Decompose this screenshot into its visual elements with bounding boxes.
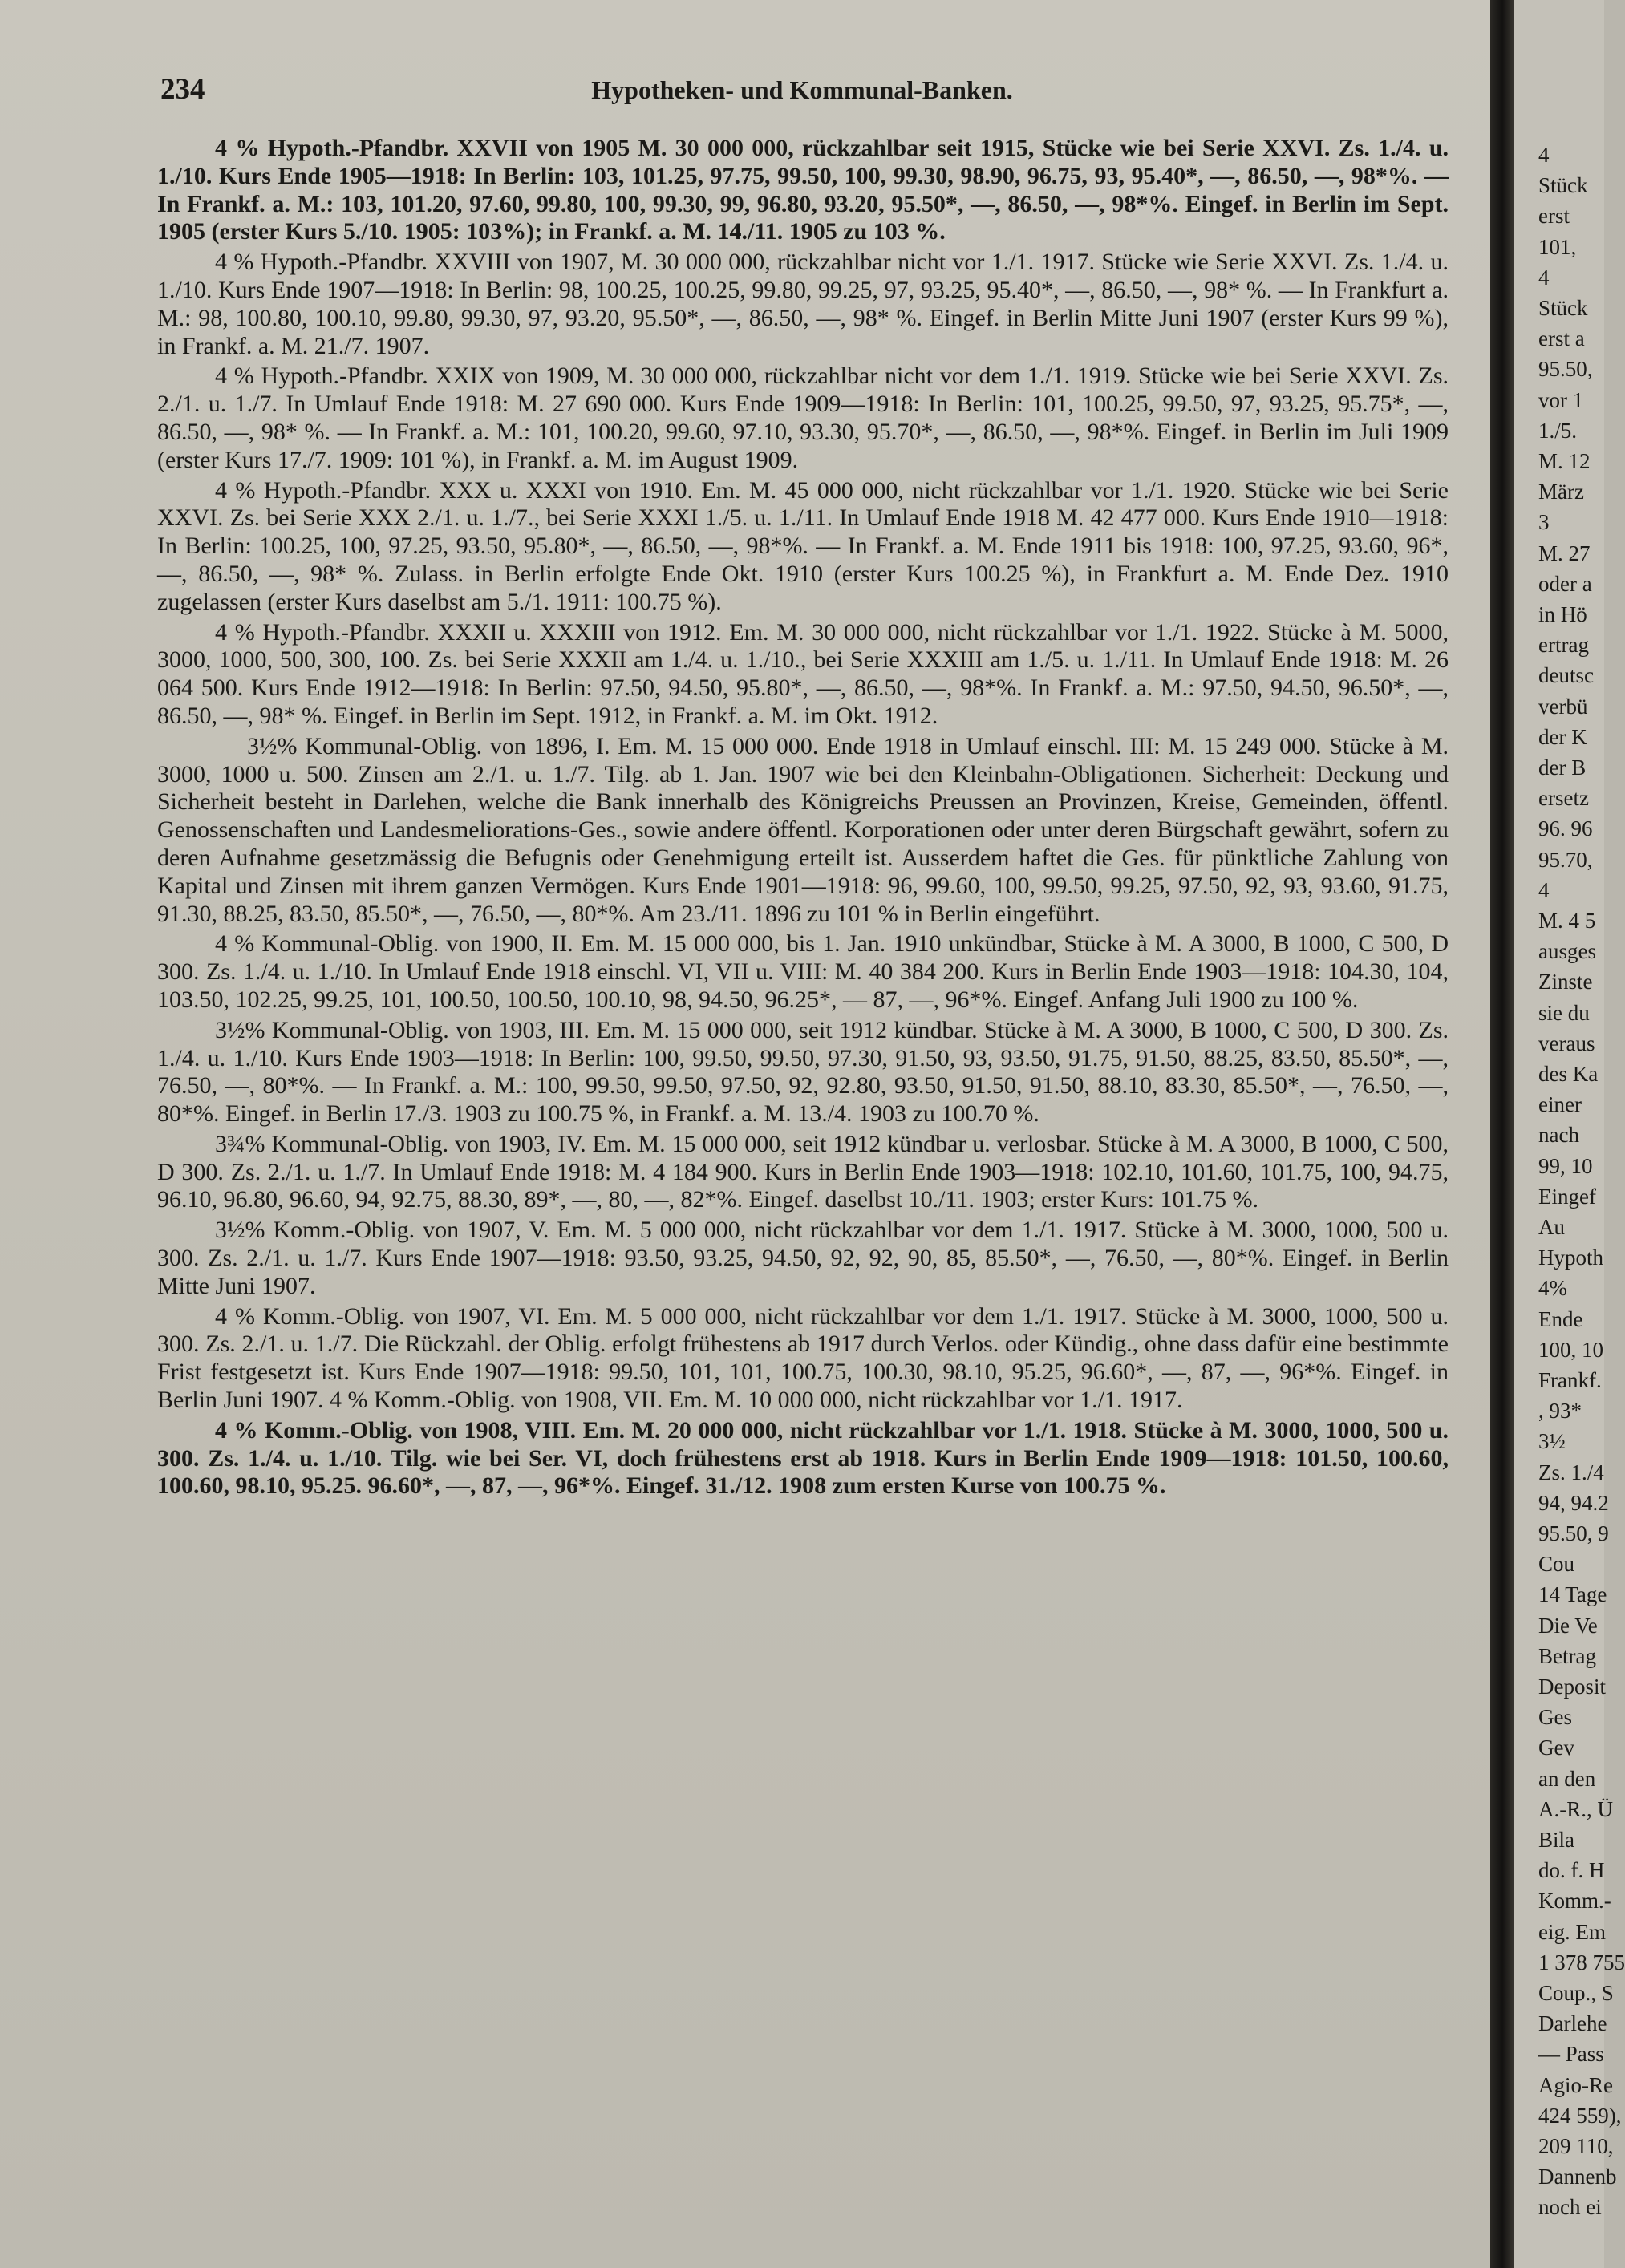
adjacent-page-fragment: Darlehe	[1538, 2011, 1607, 2036]
adjacent-page-fragment: 14 Tage	[1538, 1582, 1607, 1607]
adjacent-page-fragment: sie du	[1538, 1000, 1590, 1025]
adjacent-page-fragment: deutsc	[1538, 663, 1594, 688]
adjacent-page-fragment: der K	[1538, 724, 1587, 749]
adjacent-page-fragment: Frankf.	[1538, 1368, 1602, 1392]
adjacent-page-fragment: des Ka	[1538, 1062, 1599, 1086]
adjacent-page-fragment: ertrag	[1538, 633, 1589, 658]
adjacent-page-fragment: Gev	[1538, 1735, 1574, 1760]
entry-komm-1907-v: 3½% Komm.-Oblig. von 1907, V. Em. M. 5 000 000, nicht rückzahlbar vor dem 1./1. 1917. Stücke à M. 3000, 1000, 500 u. 300. Zs. 2./1. u. 1./7. Kurs Ende 1907—1918: 93.50, 93.25, 94.50, 92, 92, 90, 85, 85.50*, —, 76.50, —, 80*%. Eingef. in Berlin Mitte Juni 1907.	[157, 1217, 1449, 1299]
adjacent-page-fragment: Cou	[1538, 1552, 1575, 1577]
entry-pfandbr-xxix: 4 % Hypoth.-Pfandbr. XXIX von 1909, M. 30 000 000, rückzahlbar nicht vor dem 1./1. 1919. Stücke wie bei Serie XXVI. Zs. 2./1. u. 1./7. In Umlauf Ende 1918: M. 27 690 000. Kurs Ende 1909—1918: In Berlin: 101, 100.25, 99.50, 97, 93.25, 95.75*, —, 86.50, —, 98* %. — In Frankf. a. M.: 101, 100.20, 99.60, 97.10, 93.30, 95.70*, —, 86.50, —, 98*%. Eingef. in Berlin im Juli 1909 (erster Kurs 17./7. 1909: 101 %), in Frankf. a. M. im August 1909.	[157, 362, 1449, 473]
adjacent-page-fragment: 95.50,	[1538, 357, 1593, 382]
entry-kommunal-1896: 3½% Kommunal-Oblig. von 1896, I. Em. M. 15 000 000. Ende 1918 in Umlauf einschl. III: M. 15 249 000. Stücke à M. 3000, 1000 u. 500. Zinsen am 2./1. u. 1./7. Tilg. ab 1. Jan. 1907 wie bei den Kleinbahn-Obligationen. Sicherheit: Deckung und Sicherheit besteht in Darlehen, welche die Bank innerhalb des Königreichs Preussen an Provinzen, Kreise, Gemeinden, öffentl. Genossenschaften und Landesmeliorations-Ges., sowie andere öffentl. Korporationen oder unter deren Bürgschaft gewährt, sofern zu deren Aufnahme gesetzmässig die Befugnis oder Genehmigung erteilt ist. Ausserdem haftet die Ges. für pünktliche Zahlung von Kapital und Zinsen mit ihrem ganzen Vermögen. Kurs Ende 1901—1918: 96, 99.60, 100, 99.50, 99.25, 97.50, 92, 93, 93.60, 91.75, 91.30, 88.25, 83.50, 85.50*, —, 76.50, —, 80*%. Am 23./11. 1896 zu 101 % in Berlin eingeführt.	[157, 732, 1449, 927]
adjacent-page-fragment: 99, 10	[1538, 1153, 1593, 1178]
adjacent-page-fragment: 3	[1538, 510, 1550, 535]
adjacent-page-fragment: einer	[1538, 1092, 1582, 1117]
adjacent-page-fragment: 95.70,	[1538, 847, 1593, 872]
adjacent-page-fragment: nach	[1538, 1123, 1579, 1148]
adjacent-page-fragment: 3½	[1538, 1429, 1566, 1454]
entry-pfandbr-xxvii: 4 % Hypoth.-Pfandbr. XXVII von 1905 M. 30 000 000, rückzahlbar seit 1915, Stücke wie bei Serie XXVI. Zs. 1./4. u. 1./10. Kurs Ende 1905—1918: In Berlin: 103, 101.25, 97.75, 99.50, 100, 99.30, 98.90, 96.75, 93, 95.40*, —, 86.50, —, 98*%. — In Frankf. a. M.: 103, 101.20, 97.60, 99.80, 100, 99.30, 99, 96.80, 93.20, 95.50*, —, 86.50, —, 98*%. Eingef. in Berlin im Sept. 1905 (erster Kurs 5./10. 1905: 103%); in Frankf. a. M. 14./11. 1905 zu 103 %.	[157, 135, 1449, 245]
adjacent-page-fragment: eig. Em	[1538, 1919, 1606, 1944]
adjacent-page-fragment: 209 110,	[1538, 2134, 1614, 2158]
adjacent-page-fragment: Ende	[1538, 1306, 1583, 1331]
adjacent-page-fragment: 1 378 755	[1538, 1950, 1625, 1974]
adjacent-page-fragment: 424 559),	[1538, 2103, 1622, 2128]
adjacent-page-fragment: Bila	[1538, 1828, 1574, 1852]
adjacent-page-fragment: Hypoth	[1538, 1245, 1603, 1270]
adjacent-page-fragment: Deposit	[1538, 1675, 1606, 1699]
adjacent-page-fragment: Agio-Re	[1538, 2072, 1613, 2097]
adjacent-page-fragment: an den	[1538, 1766, 1596, 1791]
adjacent-page-fragment: M. 27	[1538, 541, 1591, 565]
adjacent-page-fragment: 4	[1538, 877, 1550, 902]
adjacent-page-fragment: Dannenb	[1538, 2165, 1617, 2189]
entry-komm-1908-viii: 4 % Komm.-Oblig. von 1908, VIII. Em. M. 20 000 000, nicht rückzahlbar vor 1./1. 1918. Stücke à M. 3000, 1000, 500 u. 300. Zs. 1./4. u. 1./10. Tilg. wie bei Ser. VI, doch frühestens erst ab 1918. Kurs in Berlin Ende 1909—1918: 101.50, 100.60, 100.60, 98.10, 95.25. 96.60*, —, 87, —, 96*%. Eingef. 31./12. 1908 zum ersten Kurse von 100.75 %.	[157, 1416, 1449, 1500]
adjacent-page-fragment: Stück	[1538, 173, 1588, 198]
adjacent-page-fragment: M. 4 5	[1538, 909, 1596, 933]
adjacent-page-fragment: in Hö	[1538, 602, 1587, 626]
entry-kommunal-1900: 4 % Kommunal-Oblig. von 1900, II. Em. M. 15 000 000, bis 1. Jan. 1910 unkündbar, Stücke à M. A 3000, B 1000, C 500, D 300. Zs. 1./4. u. 1./10. In Umlauf Ende 1918 einschl. VI, VII u. VIII: M. 40 384 200. Kurs in Berlin Ende 1903—1918: 104.30, 104, 103.50, 102.25, 99.25, 101, 100.50, 100.50, 100.10, 98, 94.50, 96.25*, — 87, —, 96*%. Eingef. Anfang Juli 1900 zu 100 %.	[157, 930, 1449, 1013]
adjacent-page-fragment: noch ei	[1538, 2195, 1602, 2220]
adjacent-page-fragment: Die Ve	[1538, 1613, 1598, 1638]
adjacent-page-fragment: 96. 96	[1538, 816, 1593, 841]
adjacent-page-fragment: Ges	[1538, 1705, 1572, 1730]
adjacent-page-fragment: der B	[1538, 755, 1587, 780]
entry-kommunal-1903-iii: 3½% Kommunal-Oblig. von 1903, III. Em. M. 15 000 000, seit 1912 kündbar. Stücke à M. A 3000, B 1000, C 500, D 300. Zs. 1./4. u. 1./10. Kurs Ende 1903—1918: In Berlin: 100, 99.50, 99.50, 97.30, 91.50, 93, 93.50, 91.75, 91.50, 88.25, 83.50, 85.50*, —, 76.50, —, 80*%. — In Frankf. a. M.: 100, 99.50, 99.50, 97.50, 92, 92.80, 93.50, 91.50, 91.50, 88.10, 83.30, 85.50*, —, 76.50, —, 80*%. Eingef. in Berlin 17./3. 1903 zu 100.75 %, in Frankf. a. M. 13./4. 1903 zu 100.70 %.	[157, 1016, 1449, 1128]
adjacent-page-fragment: M. 12	[1538, 449, 1591, 473]
entry-kommunal-1903-iv: 3¾% Kommunal-Oblig. von 1903, IV. Em. M. 15 000 000, seit 1912 kündbar u. verlosbar. Stücke à M. A 3000, B 1000, C 500, D 300. Zs. 2./1. u. 1./7. In Umlauf Ende 1918: M. 4 184 900. Kurs in Berlin Ende 1903—1918: 102.10, 101.60, 101.75, 100, 94.75, 96.10, 96.80, 96.60, 94, 92.75, 88.30, 89*, —, 80, —, 82*%. Eingef. daselbst 10./11. 1903; erster Kurs: 101.75 %.	[157, 1130, 1449, 1213]
adjacent-page-fragment: do. f. H	[1538, 1858, 1605, 1883]
adjacent-page-edge	[1514, 0, 1625, 2268]
adjacent-page-fragment: Zs. 1./4	[1538, 1460, 1604, 1484]
adjacent-page-fragment: 100, 10	[1538, 1337, 1603, 1362]
adjacent-page-fragment: ersetz	[1538, 786, 1589, 811]
book-gutter	[1490, 0, 1514, 2268]
adjacent-page-fragment: Komm.-	[1538, 1889, 1611, 1914]
adjacent-page-fragment: Eingef	[1538, 1184, 1596, 1209]
adjacent-page-fragment: 1./5.	[1538, 418, 1578, 443]
adjacent-page-fragment: 4	[1538, 143, 1550, 167]
adjacent-page-fragment: verbü	[1538, 694, 1588, 719]
adjacent-page-fragment: ausges	[1538, 939, 1596, 964]
adjacent-page-fragment: erst	[1538, 204, 1570, 229]
adjacent-page-fragment: 4	[1538, 265, 1550, 290]
adjacent-page-fragment: veraus	[1538, 1031, 1595, 1055]
adjacent-page-fragment: 101,	[1538, 234, 1577, 259]
adjacent-page-fragment: A.-R., Ü	[1538, 1796, 1613, 1821]
adjacent-page-fragment: Coup., S	[1538, 1981, 1614, 2005]
adjacent-page-fragment: Stück	[1538, 296, 1588, 320]
adjacent-page-fragment: vor 1	[1538, 387, 1584, 412]
adjacent-page-fragment: oder a	[1538, 571, 1592, 596]
entry-pfandbr-xxx-xxxi: 4 % Hypoth.-Pfandbr. XXX u. XXXI von 1910. Em. M. 45 000 000, nicht rückzahlbar vor 1./1. 1920. Stücke wie bei Serie XXVI. Zs. bei Serie XXX 2./1. u. 1./7., bei Serie XXXI 1./5. u. 1./11. In Umlauf Ende 1918 M. 42 477 000. Kurs Ende 1910—1918: In Berlin: 100.25, 100, 97.25, 93.50, 95.80*, —, 86.50, —, 98*%. — In Frankf. a. M. Ende 1911 bis 1918: 100, 97.25, 93.60, 96*, —, 86.50, —, 98* %. Zulass. in Berlin erfolgte Ende Okt. 1910 (erster Kurs 100.25 %), in Frankfurt a. M. Ende Dez. 1910 zugelassen (erster Kurs daselbst am 5./1. 1911: 100.75 %).	[157, 476, 1449, 615]
adjacent-page-fragment: erst a	[1538, 326, 1585, 351]
entry-pfandbr-xxviii: 4 % Hypoth.-Pfandbr. XXVIII von 1907, M. 30 000 000, rückzahlbar nicht vor 1./1. 1917. Stücke wie Serie XXVI. Zs. 1./4. u. 1./10. Kurs Ende 1907—1918: In Berlin: 98, 100.25, 100.25, 99.80, 99.25, 97, 93.25, 95.40*, —, 86.50, —, 98* %. — In Frankfurt a. M.: 98, 100.80, 100.10, 99.80, 99.30, 97, 93.20, 95.50*, —, 86.50, —, 98* %. Eingef. in Berlin Mitte Juni 1907 (erster Kurs 99 %), in Frankf. a. M. 21./7. 1907.	[157, 249, 1449, 359]
text-body	[157, 135, 1449, 1503]
adjacent-page-fragment: Betrag	[1538, 1643, 1596, 1668]
adjacent-page-fragment: Au	[1538, 1215, 1565, 1239]
adjacent-page-fragment: , 93*	[1538, 1399, 1582, 1424]
entry-pfandbr-xxxii-xxxiii: 4 % Hypoth.-Pfandbr. XXXII u. XXXIII von 1912. Em. M. 30 000 000, nicht rückzahlbar vor 1./1. 1922. Stücke à M. 5000, 3000, 1000, 500, 300, 100. Zs. bei Serie XXXII am 1./4. u. 1./10., bei Serie XXXIII am 1./5. u. 1./11. In Umlauf Ende 1918: M. 26 064 500. Kurs Ende 1912—1918: In Berlin: 97.50, 94.50, 95.80*, —, 86.50, —, 98*%. In Frankf. a. M.: 97.50, 94.50, 96.50*, —, 86.50, —, 98* %. Eingef. in Berlin im Sept. 1912, in Frankf. a. M. im Okt. 1912.	[157, 618, 1449, 729]
adjacent-page-fragment: 94, 94.2	[1538, 1490, 1609, 1515]
running-title: Hypotheken- und Kommunal-Banken.	[591, 75, 1013, 104]
adjacent-page-fragment: März	[1538, 480, 1584, 504]
adjacent-page-fragment: Zinste	[1538, 970, 1593, 994]
adjacent-page-fragment: — Pass	[1538, 2042, 1604, 2067]
adjacent-page-fragment: 4%	[1538, 1276, 1567, 1301]
page-header	[160, 72, 1444, 108]
entry-komm-1907-vi: 4 % Komm.-Oblig. von 1907, VI. Em. M. 5 000 000, nicht rückzahlbar vor dem 1./1. 1917. Stücke à M. 3000, 1000, 500 u. 300. Zs. 2./1. u. 1./7. Die Rückzahl. der Oblig. erfolgt frühestens ab 1917 durch Verlos. oder Kündig., ohne dass dafür eine bestimmte Frist festgesetzt ist. Kurs Ende 1907—1918: 99.50, 101, 101, 100.75, 100.30, 98.10, 95.25, 96.60*, —, 87, —, 96*%. Eingef. in Berlin Juni 1907. 4 % Komm.-Oblig. von 1908, VII. Em. M. 10 000 000, nicht rückzahlbar vor 1./1. 1917.	[157, 1302, 1449, 1414]
adjacent-page-fragment: 95.50, 9	[1538, 1521, 1609, 1545]
page-number: 234	[160, 73, 205, 106]
